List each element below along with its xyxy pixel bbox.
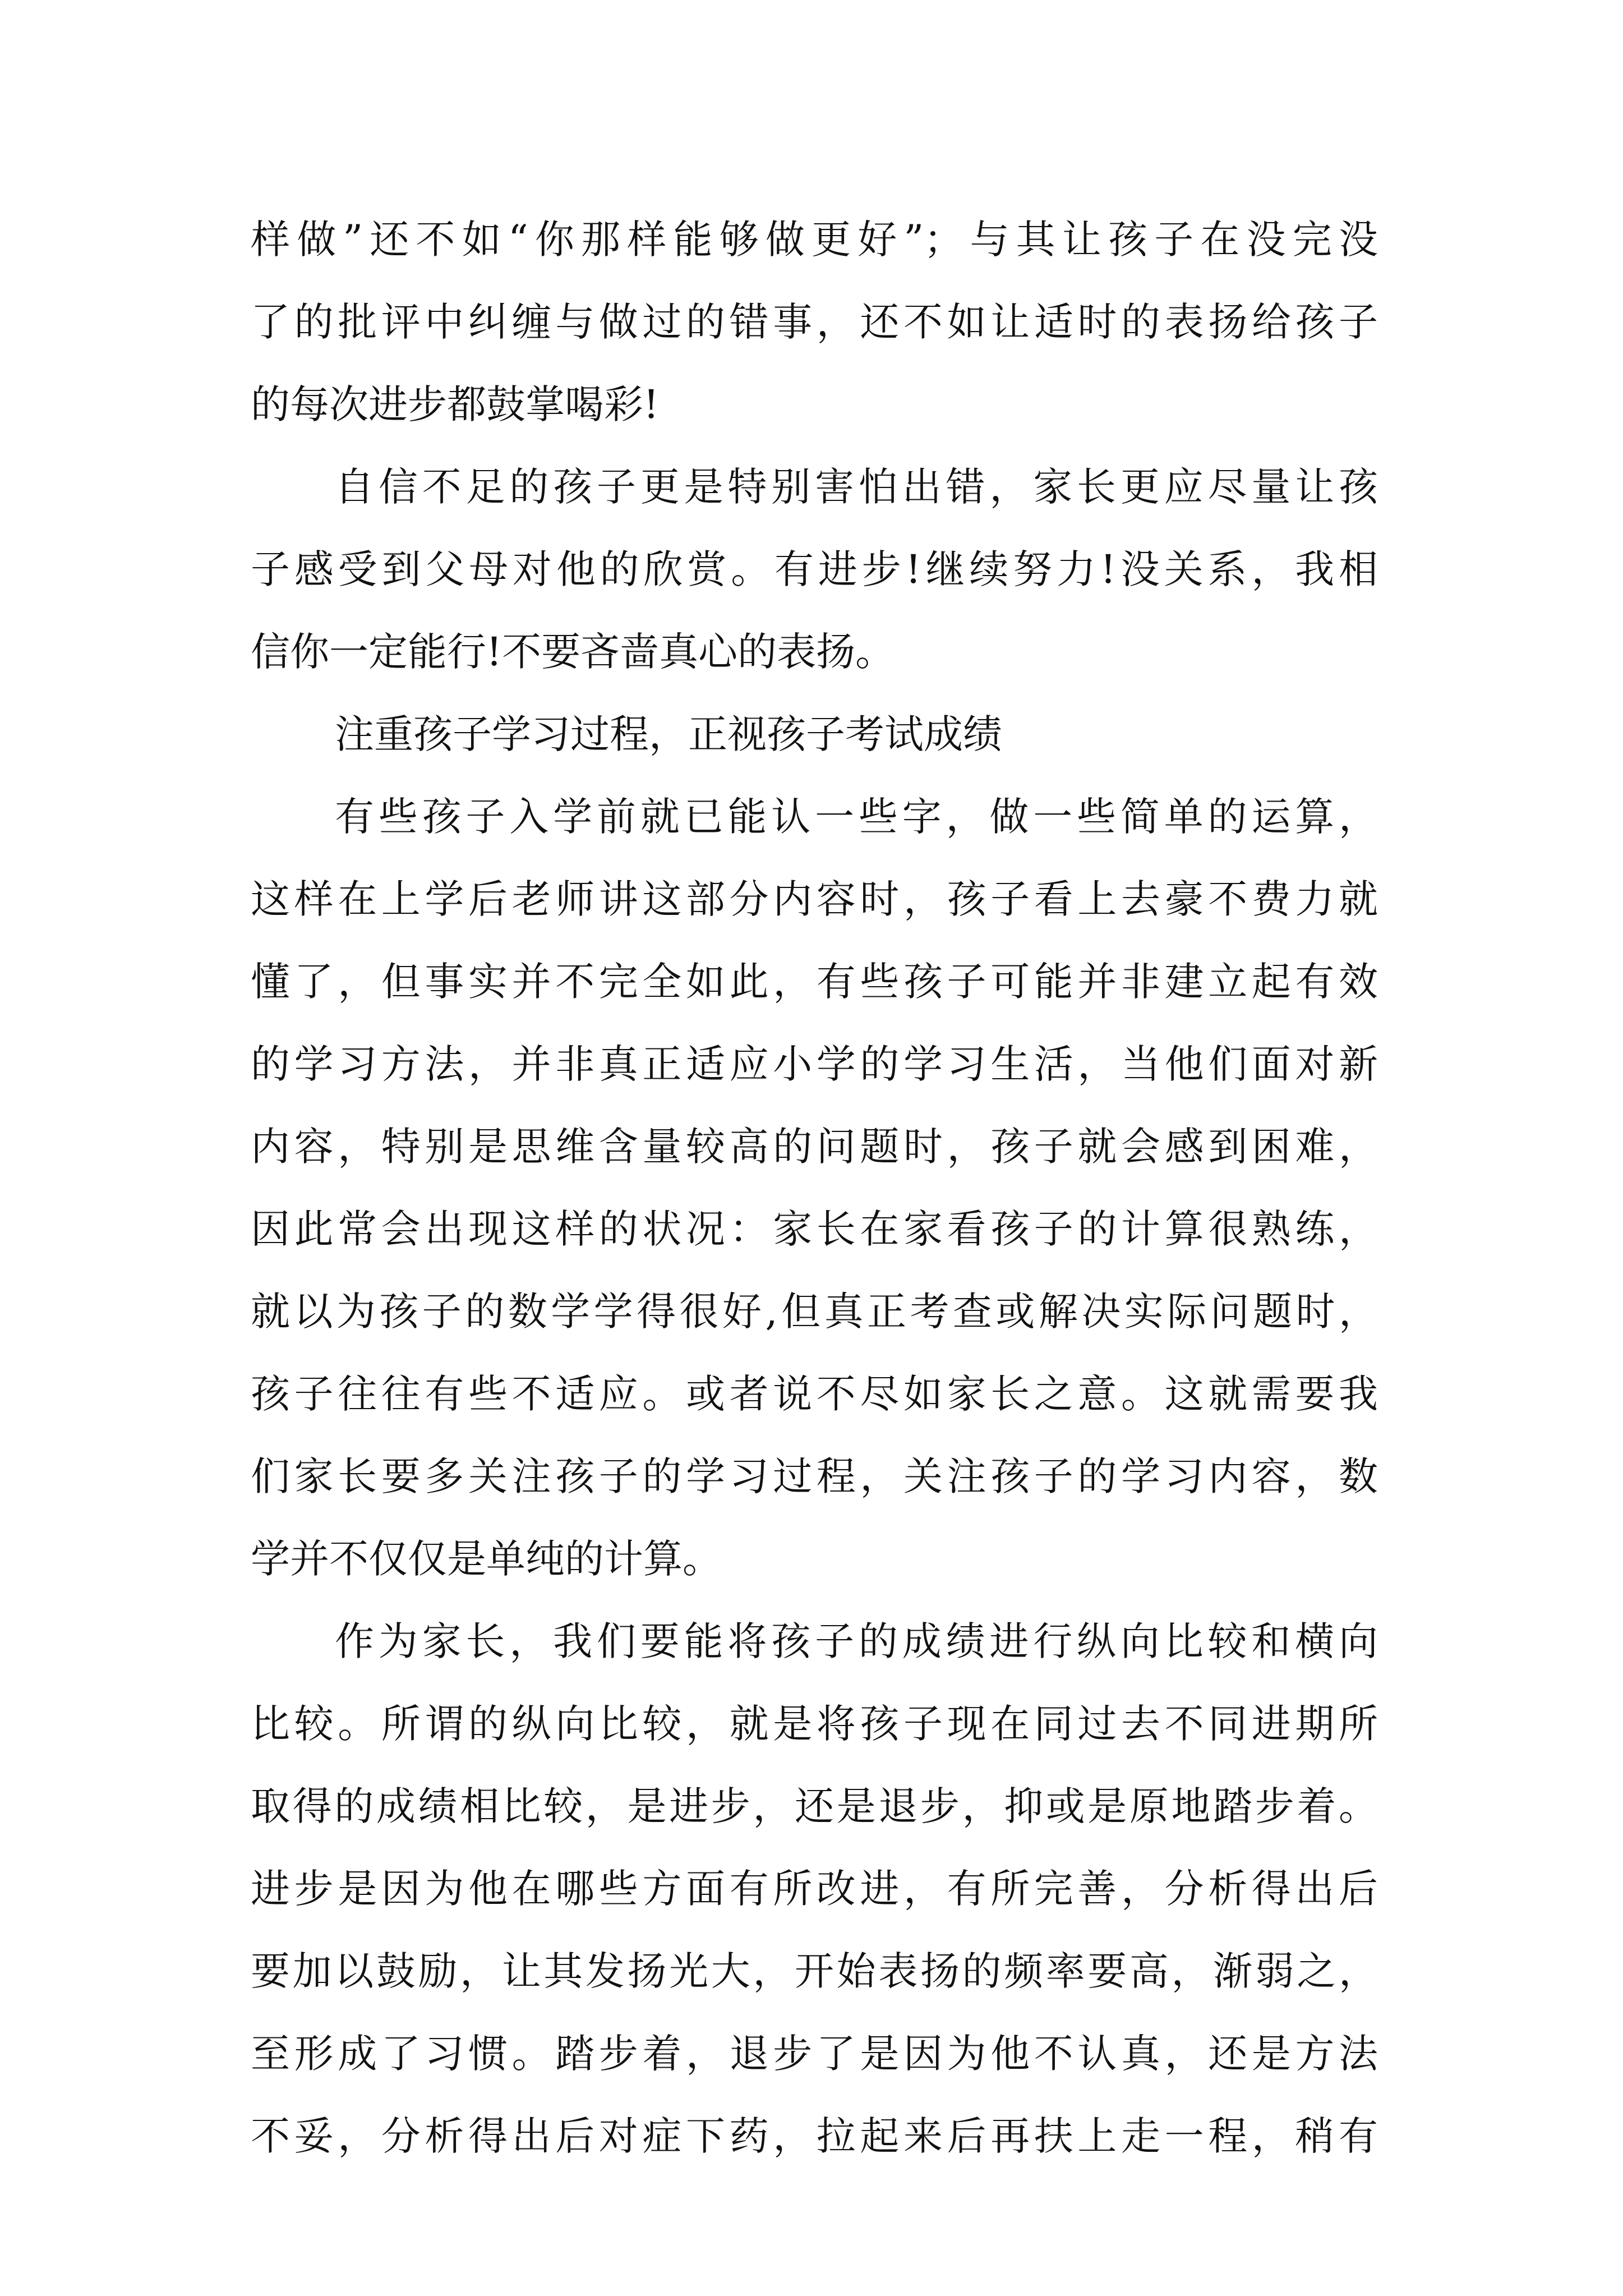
text-line: 信你一定能行!不要吝啬真心的表扬。 (251, 629, 895, 675)
text-line: 内容，特别是思维含量较高的问题时，孩子就会感到困难， (251, 1124, 1378, 1170)
text-line: 了的批评中纠缠与做过的错事，还不如让适时的表扬给孩子 (251, 299, 1378, 345)
text-line: 不妥，分析得出后对症下药，拉起来后再扶上走一程，稍有 (251, 2113, 1378, 2159)
text-line: 们家长要多关注孩子的学习过程，关注孩子的学习内容，数 (251, 1453, 1378, 1499)
text-line: 作为家长，我们要能将孩子的成绩进行纵向比较和横向 (335, 1618, 1378, 1664)
text-line: 的每次进步都鼓掌喝彩! (251, 381, 660, 427)
text-line: 比较。所谓的纵向比较，就是将孩子现在同过去不同进期所 (251, 1701, 1378, 1747)
text-line: 懂了，但事实并不完全如此，有些孩子可能并非建立起有效 (251, 959, 1378, 1005)
text-line: 取得的成绩相比较，是进步，还是退步，抑或是原地踏步着。 (251, 1783, 1378, 1829)
text-line: 至形成了习惯。踏步着，退步了是因为他不认真，还是方法 (251, 2031, 1378, 2077)
text-line: 进步是因为他在哪些方面有所改进，有所完善，分析得出后 (251, 1866, 1378, 1912)
text-line: 子感受到父母对他的欣赏。有进步!继续努力!没关系，我相 (251, 546, 1378, 592)
section-heading: 注重孩子学习过程，正视孩子考试成绩 (335, 711, 1002, 757)
text-line: 学并不仅仅是单纯的计算。 (251, 1536, 722, 1582)
text-line: 有些孩子入学前就已能认一些字，做一些简单的运算， (335, 794, 1378, 840)
text-line: 的学习方法，并非真正适应小学的学习生活，当他们面对新 (251, 1041, 1378, 1087)
text-line: 自信不足的孩子更是特别害怕出错，家长更应尽量让孩 (335, 464, 1378, 510)
text-line: 样做”还不如“你那样能够做更好”；与其让孩子在没完没 (251, 217, 1378, 263)
text-line: 孩子往往有些不适应。或者说不尽如家长之意。这就需要我 (251, 1371, 1378, 1417)
text-line: 因此常会出现这样的状况：家长在家看孩子的计算很熟练， (251, 1206, 1378, 1252)
text-line: 要加以鼓励，让其发扬光大，开始表扬的频率要高，渐弱之， (251, 1948, 1378, 1994)
text-line: 就以为孩子的数学学得很好,但真正考查或解决实际问题时， (251, 1289, 1378, 1335)
text-line: 这样在上学后老师讲这部分内容时，孩子看上去豪不费力就 (251, 876, 1378, 922)
